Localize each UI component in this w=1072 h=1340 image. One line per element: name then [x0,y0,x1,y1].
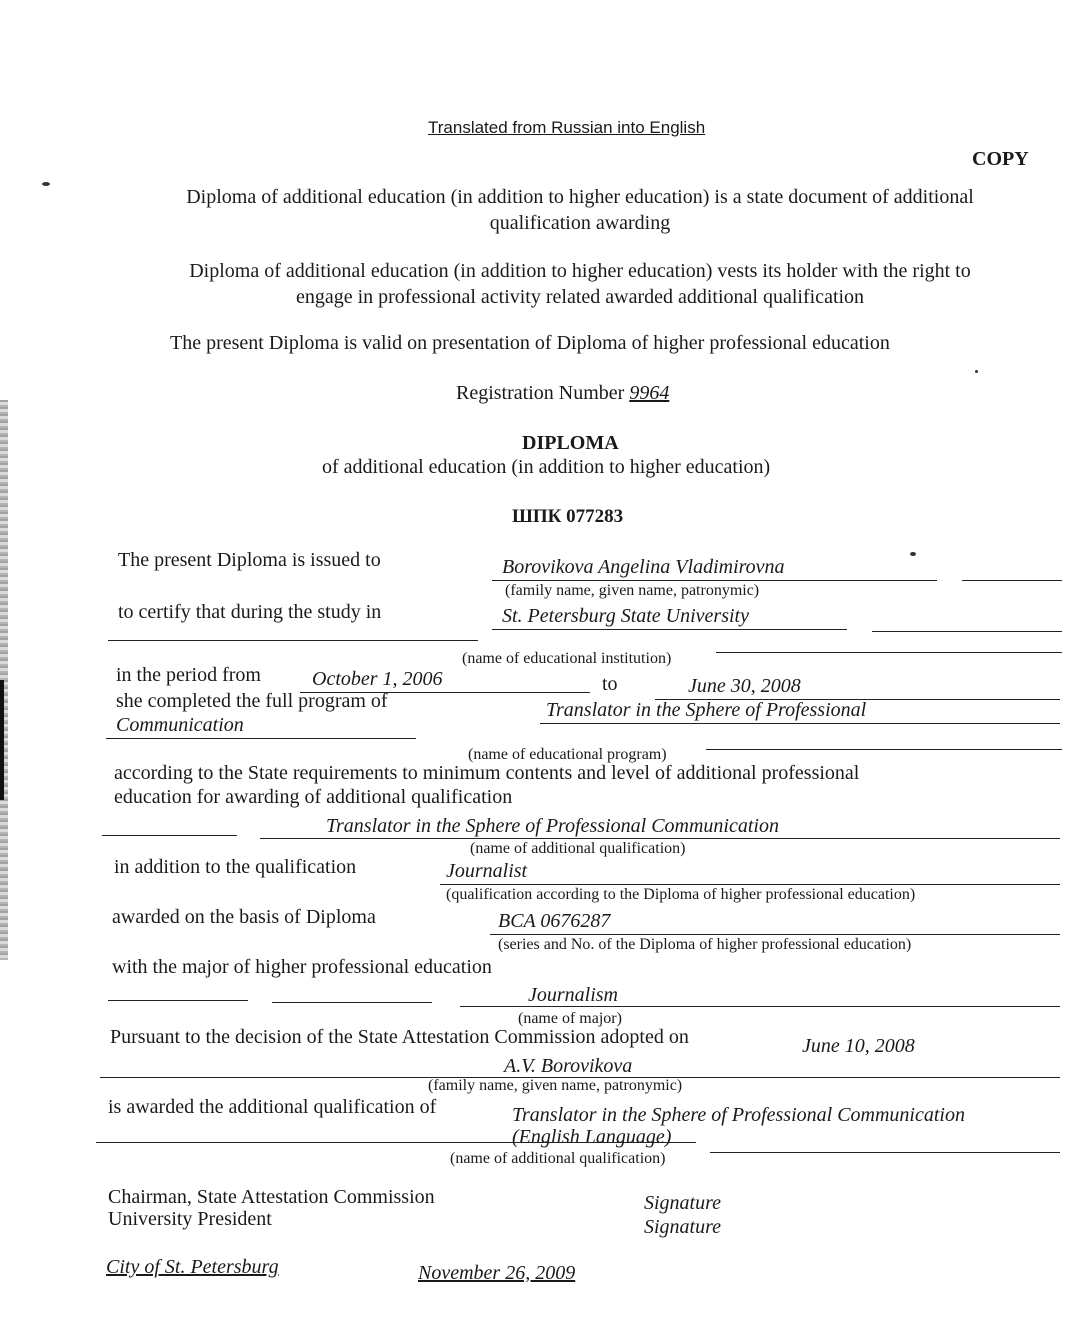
holder-underline-tail [962,580,1062,581]
requirements-line2: education for awarding of additional qualification [114,786,513,808]
program-label: she completed the full program of [116,690,388,712]
additional-qualification-underline-b [260,838,1060,839]
institution-line-2 [108,640,478,641]
base-qualification-caption: (qualification according to the Diploma of higher professional education) [446,886,916,903]
issued-to-label: The present Diploma is issued to [118,549,381,571]
program-caption: (name of educational program) [468,746,667,763]
preamble-p2-line2: engage in professional activity related awarded additional qualification [295,286,865,308]
awarded-qualification-underline [96,1142,696,1143]
scan-speck [42,182,50,186]
awarded-qualification-line2: (English Language) [512,1126,672,1148]
registration-label: Registration Number [456,382,625,404]
awarded-label: is awarded the additional qualification of [108,1096,437,1118]
program-line2: Communication [116,714,244,736]
decision-date: June 10, 2008 [802,1035,915,1057]
signature-2: Signature [644,1216,722,1238]
awardee: A.V. Borovikova [504,1055,633,1077]
base-diploma-no: BCA 0676287 [498,910,611,932]
registration-number: 9964 [629,382,670,404]
major-underline-b [272,1002,432,1003]
footer-city: City of St. Petersburg [106,1256,279,1278]
preamble-p2-line1: Diploma of additional education (in addition to higher education) vests its holder with the right to [189,260,971,282]
president-title: University President [108,1208,272,1230]
diploma-subtitle: of additional education (in addition to higher education) [322,456,771,478]
program-line2-underline [106,738,416,739]
period-to-label: to [602,673,618,695]
awarded-qualification-line1: Translator in the Sphere of Professional Communication [512,1104,965,1126]
awardee-caption: (family name, given name, patronymic) [428,1077,683,1094]
base-diploma-underline [490,934,1060,935]
diploma-title: DIPLOMA [522,432,619,454]
holder-underline [492,580,937,581]
registration [456,382,669,405]
footer-date: November 26, 2009 [418,1262,576,1284]
additional-qualification-underline [102,835,237,836]
scan-speck [910,552,916,556]
period-to: June 30, 2008 [688,675,801,697]
diploma-serial: ШПК 077283 [512,506,624,527]
major-label: with the major of higher professional education [112,956,492,978]
institution-caption: (name of educational institution) [462,650,672,667]
institution-underline-tail [872,631,1062,632]
major-underline-a [108,1000,248,1001]
translated-note: Translated from Russian into English [428,118,706,137]
awarded-qualification-underline-b [710,1152,1060,1153]
program-line2-underline-b [706,749,1062,750]
awarded-basis-label: awarded on the basis of Diploma [112,906,376,928]
base-qualification-underline [440,884,1060,885]
preamble-p1-line2: qualification awarding [489,212,671,234]
major: Journalism [528,984,618,1006]
copy-label: COPY [972,148,1029,170]
additional-qualification: Translator in the Sphere of Professional Communication [326,815,779,837]
awarded-qualification-caption: (name of additional qualification) [450,1150,666,1167]
program-line1: Translator in the Sphere of Professional [546,699,867,721]
study-label: to certify that during the study in [118,601,382,623]
chairman-title: Chairman, State Attestation Commission [108,1186,435,1208]
institution: St. Petersburg State University [502,605,749,627]
additional-qualification-caption: (name of additional qualification) [470,840,686,857]
base-diploma-caption: (series and No. of the Diploma of higher professional education) [498,936,912,953]
holder-name: Borovikova Angelina Vladimirovna [502,556,785,578]
period-label: in the period from [116,664,261,686]
in-addition-label: in addition to the qualification [114,856,357,878]
program-underline [540,723,1060,724]
scan-speck [975,370,978,373]
signature-1: Signature [644,1192,722,1214]
preamble-p1-line1: Diploma of additional education (in addition to higher education) is a state document of additional [186,186,974,208]
holder-caption: (family name, given name, patronymic) [505,582,760,599]
period-from: October 1, 2006 [312,668,443,690]
institution-underline [492,629,847,630]
requirements-line1: according to the State requirements to minimum contents and level of additional professional [114,762,860,784]
institution-line-2b [716,652,1062,653]
major-caption: (name of major) [518,1010,622,1027]
base-qualification: Journalist [446,860,528,882]
preamble-p3: The present Diploma is valid on presentation of Diploma of higher professional education [170,332,890,354]
scan-edge-bar [0,680,4,800]
major-underline-c [460,1006,1060,1007]
decision-label: Pursuant to the decision of the State Attestation Commission adopted on [110,1026,689,1048]
